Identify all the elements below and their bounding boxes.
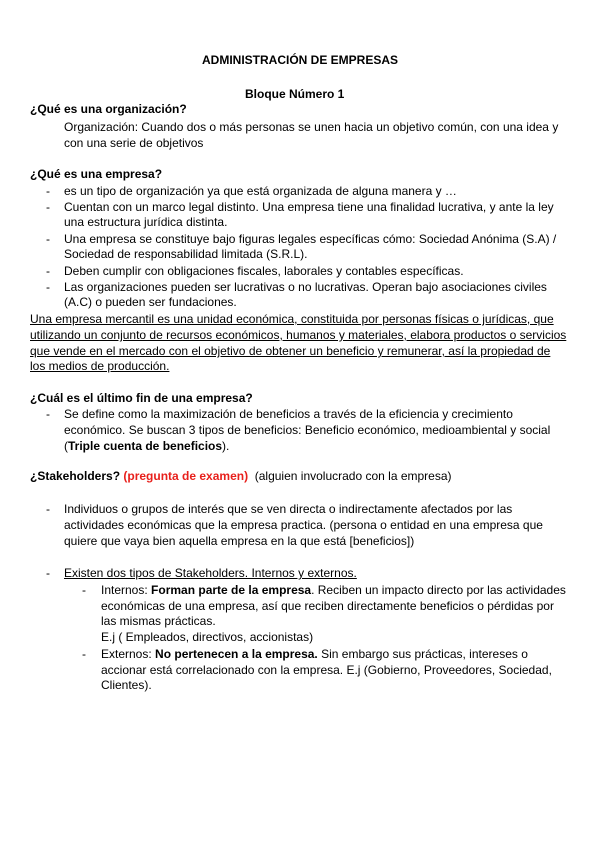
list-item: Las organizaciones pueden ser lucrativas o no lucrativas. Operan bajo asociaciones civiles bbox=[64, 280, 547, 294]
heading-stakeholders: ¿Stakeholders? bbox=[30, 469, 121, 483]
list-item: Una empresa se constituye bajo figuras legales específicas cómo: Sociedad Anónima (S.A) / bbox=[64, 232, 557, 246]
list-dash: - bbox=[46, 184, 50, 198]
list-dash: - bbox=[82, 647, 86, 661]
fin-text-line3: (Triple cuenta de beneficios). bbox=[64, 439, 230, 453]
fin-text-line1: Se define como la maximización de beneficios a través de la eficiencia y crecimiento bbox=[64, 407, 513, 421]
list-item: es un tipo de organización ya que está organizada de alguna manera y … bbox=[64, 184, 457, 198]
list-dash: - bbox=[46, 566, 50, 580]
list-item-continuation: una estructura jurídica distinta. bbox=[64, 215, 228, 229]
stakeholders-note: (alguien involucrado con la empresa) bbox=[254, 469, 452, 483]
heading-organizacion: ¿Qué es una organización? bbox=[30, 102, 187, 116]
heading-stakeholders-line bbox=[30, 468, 452, 484]
list-dash: - bbox=[46, 502, 50, 516]
document-page: ADMINISTRACIÓN DE EMPRESAS Bloque Número 1 ¿Qué es una organización? Organización: Cuando dos o más personas se unen hacia un objetivo común, con una idea y con una serie de objetivos ¿Qué es una empresa? - es un tipo de organización ya que está organizada de alguna manera y … - Cuentan con un marco legal distinto. Una empresa tiene una finalidad lucrativa, y ante la ley una estructura jurídica distinta. - Una empresa se constituye bajo figuras legales específicas cómo: Sociedad Anónima (S.A) / Sociedad de responsabilidad limitada (S.R.L). - Deben cumplir con obligaciones fiscales, laborales y contables específicas. - Las organizaciones pueden ser lucrativas o no lucrativas. Operan bajo asociaciones civiles (A.C) o pueden ser fundaciones. Una empresa mercantil es una unidad económica, constituida por personas físicas o jurídicas, que utilizando un conjunto de recursos económicos, humanos y materiales, elabora productos o servicios que vende en el mercado con el objetivo de obtener un beneficio y remunerar, así la propiedad de los medios de producción. ¿Cuál es el último fin de una empresa? - Se define como la maximización de beneficios a través de la eficiencia y crecimiento económico. Se buscan 3 tipos de beneficios: Beneficio económico, medioambiental y social (Triple cuenta de beneficios). ¿Stakeholders? (pregunta de examen) (alguien involucrado con la empresa) - Individuos o grupos de interés que se ven directa o indirectamente afectados por las actividades económicas que la empresa practica. (persona o entidad en una empresa que quiere que vaya bien aquella empresa en la que está [beneficios]) - Existen dos tipos de Stakeholders. Internos y externos. - Internos: Forman parte de la empresa. Reciben un impacto directo por las actividades económicas de una empresa, así que reciben directamente beneficios o pérdidas por las mismas prácticas. E.j ( Empleados, directivos, accionistas) - Externos: No pertenecen a la empresa. Sin embargo sus prácticas, intereses o accionar está correlacionado con la empresa. E.j (Gobierno, Proveedores, Sociedad, Clientes). bbox=[0, 0, 600, 848]
stakeholders-def-line3: quiere que vaya bien aquella empresa en la que está [beneficios]) bbox=[64, 534, 415, 548]
list-dash: - bbox=[46, 407, 50, 421]
stakeholders-types: Existen dos tipos de Stakeholders. Internos y externos. bbox=[64, 566, 357, 580]
list-dash: - bbox=[46, 280, 50, 294]
list-item-continuation: (A.C) o pueden ser fundaciones. bbox=[64, 295, 237, 309]
heading-empresa: ¿Qué es una empresa? bbox=[30, 167, 163, 181]
list-item: Cuentan con un marco legal distinto. Una empresa tiene una finalidad lucrativa, y ante la ley bbox=[64, 200, 554, 214]
list-dash: - bbox=[46, 264, 50, 278]
stakeholders-def-line2: actividades económicas que la empresa practica. (persona o entidad en una empresa que bbox=[64, 518, 543, 532]
definition-underlined-line3: que vende en el mercado con el objetivo de obtener un beneficio y remunerar, así la propiedad de bbox=[30, 344, 551, 358]
externos-line2: accionar está correlacionado con la empresa. E.j (Gobierno, Proveedores, Sociedad, bbox=[101, 663, 552, 677]
internos-line1: Internos: Forman parte de la empresa. Reciben un impacto directo por las actividades bbox=[101, 583, 566, 597]
organizacion-text-line2: con una serie de objetivos bbox=[64, 136, 204, 150]
list-dash: - bbox=[46, 200, 50, 214]
triple-cuenta-bold: Triple cuenta de beneficios bbox=[68, 439, 223, 453]
list-dash: - bbox=[46, 232, 50, 246]
externos-line3: Clientes). bbox=[101, 678, 152, 692]
fin-text-line2: económico. Se buscan 3 tipos de beneficios: Beneficio económico, medioambiental y social bbox=[64, 423, 551, 437]
list-dash: - bbox=[82, 583, 86, 597]
exam-question-tag: (pregunta de examen) bbox=[123, 469, 249, 483]
definition-underlined-line1: Una empresa mercantil es una unidad económica, constituida por personas físicas o jurídicas, que bbox=[30, 312, 554, 326]
stakeholders-def-line1: Individuos o grupos de interés que se ven directa o indirectamente afectados por las bbox=[64, 502, 513, 516]
list-item: Deben cumplir con obligaciones fiscales, laborales y contables específicas. bbox=[64, 264, 464, 278]
definition-underlined-line2: utilizando un conjunto de recursos económicos, humanos y materiales, elabora productos o servicios bbox=[30, 328, 567, 342]
document-title: ADMINISTRACIÓN DE EMPRESAS bbox=[201, 53, 398, 67]
internos-line2: económicas de una empresa, así que reciben directamente beneficios o pérdidas por bbox=[101, 599, 554, 613]
externos-line1: Externos: No pertenecen a la empresa. Sin embargo sus prácticas, intereses o bbox=[101, 647, 528, 661]
internos-line3: las mismas prácticas. bbox=[101, 614, 216, 628]
internos-examples: E.j ( Empleados, directivos, accionistas) bbox=[101, 630, 314, 644]
definition-underlined-line4: los medios de producción. bbox=[30, 359, 170, 373]
organizacion-text-line1: Organización: Cuando dos o más personas se unen hacia un objetivo común, con una idea y bbox=[64, 120, 559, 134]
list-item-continuation: Sociedad de responsabilidad limitada (S.R.L). bbox=[64, 247, 308, 261]
heading-fin-empresa: ¿Cuál es el último fin de una empresa? bbox=[30, 391, 253, 405]
